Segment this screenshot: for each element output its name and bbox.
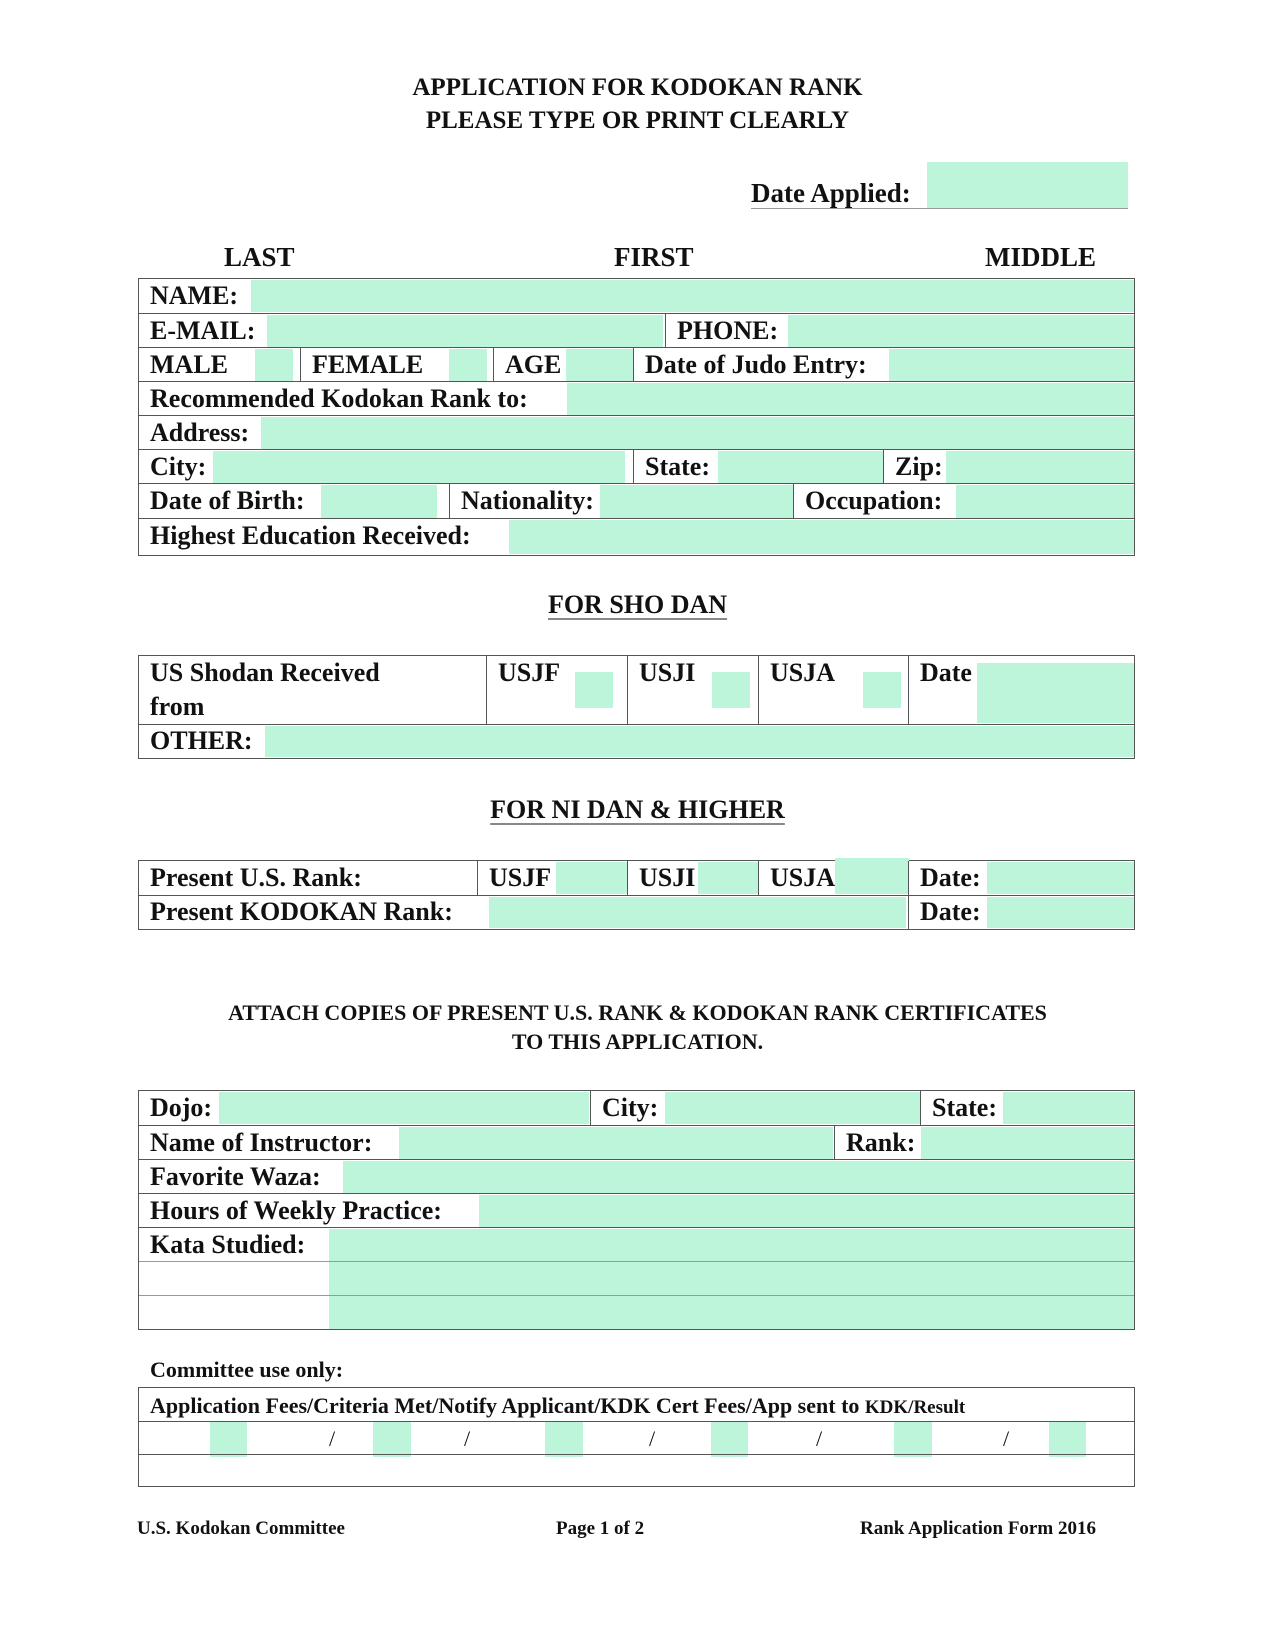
shodan-date-label: Date <box>920 658 972 687</box>
zip-field[interactable] <box>946 451 1134 483</box>
occupation-field[interactable] <box>956 485 1134 518</box>
shodan-received-label: US Shodan Received <box>150 658 380 687</box>
ni-dan-heading <box>0 795 1275 825</box>
ni-dan-table <box>138 860 1135 930</box>
hours-row <box>139 1193 1134 1228</box>
education-label: Highest Education Received: <box>150 521 471 550</box>
state-cell <box>633 450 884 484</box>
instructor-rank-cell <box>834 1126 1134 1160</box>
instructor-label: Name of Instructor: <box>150 1128 373 1157</box>
shodan-usjf-cell <box>486 656 628 724</box>
shodan-usji-label: USJI <box>639 658 696 687</box>
footer-left: U.S. Kodokan Committee <box>137 1518 345 1539</box>
present-kodokan-rank-label: Present KODOKAN Rank: <box>150 897 453 926</box>
nidan-date-label: Date: <box>920 863 981 892</box>
committee-blank-row <box>139 1454 1134 1486</box>
nidan-usja-field[interactable] <box>835 858 909 894</box>
shodan-usjf-label: USJF <box>498 658 561 687</box>
committee-slash-1: / <box>329 1426 336 1451</box>
nidan-usjf-field[interactable] <box>556 862 628 894</box>
male-checkbox[interactable] <box>255 349 293 381</box>
nidan-usjf-cell <box>477 861 628 895</box>
committee-header-text: Application Fees/Criteria Met/Notify Applicant/KDK Cert Fees/App sent to <box>150 1393 865 1418</box>
committee-result-box[interactable] <box>1049 1422 1086 1457</box>
dojo-state-cell <box>920 1091 1134 1125</box>
city-field[interactable] <box>213 451 625 483</box>
committee-slash-3: / <box>649 1426 656 1451</box>
age-field[interactable] <box>566 349 634 381</box>
nationality-field[interactable] <box>600 485 794 518</box>
recommended-rank-row <box>139 381 1134 416</box>
email-field[interactable] <box>267 315 663 347</box>
middle-name-heading: MIDDLE <box>985 242 1097 272</box>
zip-label: Zip: <box>895 452 943 481</box>
dob-nationality-row <box>139 483 1134 519</box>
shodan-other-field[interactable] <box>265 726 1134 757</box>
shodan-date-field[interactable] <box>977 663 1134 723</box>
hours-label: Hours of Weekly Practice: <box>150 1196 442 1225</box>
dojo-field[interactable] <box>219 1092 589 1124</box>
female-cell <box>300 348 494 382</box>
shodan-usjf-checkbox[interactable] <box>575 672 613 708</box>
age-label: AGE <box>505 350 562 379</box>
attach-note-line1: ATTACH COPIES OF PRESENT U.S. RANK & KODOKAN RANK CERTIFICATES <box>228 1000 1047 1025</box>
recommended-rank-label: Recommended Kodokan Rank to: <box>150 384 528 413</box>
dojo-label: Dojo: <box>150 1093 213 1122</box>
dob-label: Date of Birth: <box>150 486 305 515</box>
present-kodokan-rank-row <box>139 895 1134 929</box>
name-label: NAME: <box>150 281 239 310</box>
city-label: City: <box>150 452 207 481</box>
waza-label: Favorite Waza: <box>150 1162 321 1191</box>
committee-notify-box[interactable] <box>545 1422 583 1457</box>
waza-row <box>139 1159 1134 1194</box>
committee-slash-4: / <box>816 1426 823 1451</box>
committee-slash-5: / <box>1003 1426 1010 1451</box>
shodan-received-label-2: from <box>150 692 205 721</box>
city-state-zip-row <box>139 449 1134 484</box>
shodan-received-row <box>139 656 1134 724</box>
committee-criteria-box[interactable] <box>373 1422 411 1457</box>
gender-age-row <box>139 347 1134 382</box>
dojo-state-label: State: <box>932 1093 997 1122</box>
kodokan-date-field[interactable] <box>987 897 1134 928</box>
shodan-other-row <box>139 724 1134 758</box>
footer-page-number: Page 1 of 2 <box>556 1518 645 1539</box>
date-applied-label: Date Applied: <box>751 178 911 208</box>
shodan-usja-label: USJA <box>770 658 836 687</box>
dojo-row <box>139 1091 1134 1125</box>
committee-header-tail: KDK/Result <box>864 1397 966 1418</box>
instructor-field[interactable] <box>399 1127 833 1159</box>
sho-dan-heading <box>0 590 1275 620</box>
kata-row <box>139 1227 1134 1262</box>
shodan-usja-cell <box>758 656 909 724</box>
kata-field-2[interactable] <box>329 1262 1134 1296</box>
nidan-usja-label: USJA <box>770 863 836 892</box>
present-kodokan-rank-field[interactable] <box>489 897 906 928</box>
male-label: MALE <box>150 350 228 379</box>
first-name-heading: FIRST <box>614 242 694 272</box>
name-row <box>139 279 1134 313</box>
kata-field-3[interactable] <box>329 1296 1134 1329</box>
nidan-usji-cell <box>627 861 759 895</box>
nidan-date-field[interactable] <box>987 862 1134 894</box>
shodan-usji-cell <box>627 656 759 724</box>
dob-field[interactable] <box>321 485 437 518</box>
address-label: Address: <box>150 418 250 447</box>
shodan-usja-checkbox[interactable] <box>863 672 901 708</box>
education-field[interactable] <box>509 520 1134 554</box>
shodan-usji-checkbox[interactable] <box>712 672 750 708</box>
kata-row-2 <box>139 1261 1134 1296</box>
nationality-label: Nationality: <box>461 486 594 515</box>
form-subtitle: PLEASE TYPE OR PRINT CLEARLY <box>425 107 850 134</box>
nidan-usja-cell <box>758 861 909 895</box>
nidan-usji-label: USJI <box>639 863 696 892</box>
female-checkbox[interactable] <box>449 349 487 381</box>
personal-info-table <box>138 278 1135 556</box>
female-label: FEMALE <box>312 350 424 379</box>
recommended-rank-field[interactable] <box>567 383 1134 415</box>
committee-app-sent-box[interactable] <box>894 1422 932 1457</box>
last-name-heading: LAST <box>224 242 295 272</box>
nidan-usjf-label: USJF <box>489 863 552 892</box>
kodokan-date-label: Date: <box>920 897 981 926</box>
form-title: APPLICATION FOR KODOKAN RANK <box>412 74 863 101</box>
shodan-date-cell <box>908 656 1134 724</box>
dojo-city-cell <box>590 1091 921 1125</box>
sho-dan-title: FOR SHO DAN <box>547 590 728 619</box>
attach-note-line2: TO THIS APPLICATION. <box>511 1029 764 1054</box>
judo-entry-cell <box>633 348 1134 382</box>
committee-fees-box[interactable] <box>210 1422 247 1457</box>
instructor-rank-field[interactable] <box>921 1127 1134 1159</box>
ni-dan-title: FOR NI DAN & HIGHER <box>490 795 785 824</box>
dojo-city-field[interactable] <box>665 1092 921 1124</box>
kata-field-1[interactable] <box>329 1229 1134 1262</box>
dojo-city-label: City: <box>602 1093 659 1122</box>
education-row <box>139 518 1134 555</box>
occupation-label: Occupation: <box>805 486 943 515</box>
state-field[interactable] <box>718 451 884 483</box>
nationality-cell <box>449 484 794 519</box>
committee-kdk-fees-box[interactable] <box>711 1422 748 1457</box>
footer-right: Rank Application Form 2016 <box>860 1518 1096 1539</box>
state-label: State: <box>645 452 710 481</box>
kata-label: Kata Studied: <box>150 1230 306 1259</box>
phone-field[interactable] <box>788 315 1134 347</box>
phone-label: PHONE: <box>677 316 779 345</box>
dojo-state-field[interactable] <box>1003 1092 1134 1124</box>
zip-cell <box>883 450 1134 484</box>
sho-dan-table <box>138 655 1135 759</box>
nidan-date-cell <box>908 861 1134 895</box>
email-label: E-MAIL: <box>150 316 256 345</box>
occupation-cell <box>793 484 1134 519</box>
name-field[interactable] <box>251 280 1134 312</box>
instructor-rank-label: Rank: <box>846 1128 916 1157</box>
committee-label: Committee use only: <box>150 1357 344 1382</box>
committee-table <box>138 1387 1135 1487</box>
judo-entry-field[interactable] <box>889 349 1134 381</box>
committee-header <box>150 1393 965 1419</box>
dojo-table <box>138 1090 1135 1330</box>
kata-row-3 <box>139 1295 1134 1329</box>
address-row <box>139 415 1134 450</box>
instructor-row <box>139 1125 1134 1160</box>
waza-field[interactable] <box>343 1161 1134 1193</box>
date-applied-field[interactable] <box>927 162 1128 208</box>
committee-slash-2: / <box>464 1426 471 1451</box>
present-us-rank-row <box>139 861 1134 895</box>
phone-cell <box>665 314 1134 348</box>
committee-header-row <box>139 1388 1134 1421</box>
judo-entry-label: Date of Judo Entry: <box>645 350 867 379</box>
address-field[interactable] <box>261 417 1134 449</box>
committee-check-row <box>139 1421 1134 1455</box>
email-phone-row <box>139 313 1134 348</box>
nidan-usji-field[interactable] <box>698 862 759 894</box>
shodan-other-label: OTHER: <box>150 726 253 755</box>
hours-field[interactable] <box>479 1195 1134 1227</box>
kodokan-date-cell <box>908 896 1134 929</box>
age-cell <box>493 348 634 382</box>
present-us-rank-label: Present U.S. Rank: <box>150 863 362 892</box>
